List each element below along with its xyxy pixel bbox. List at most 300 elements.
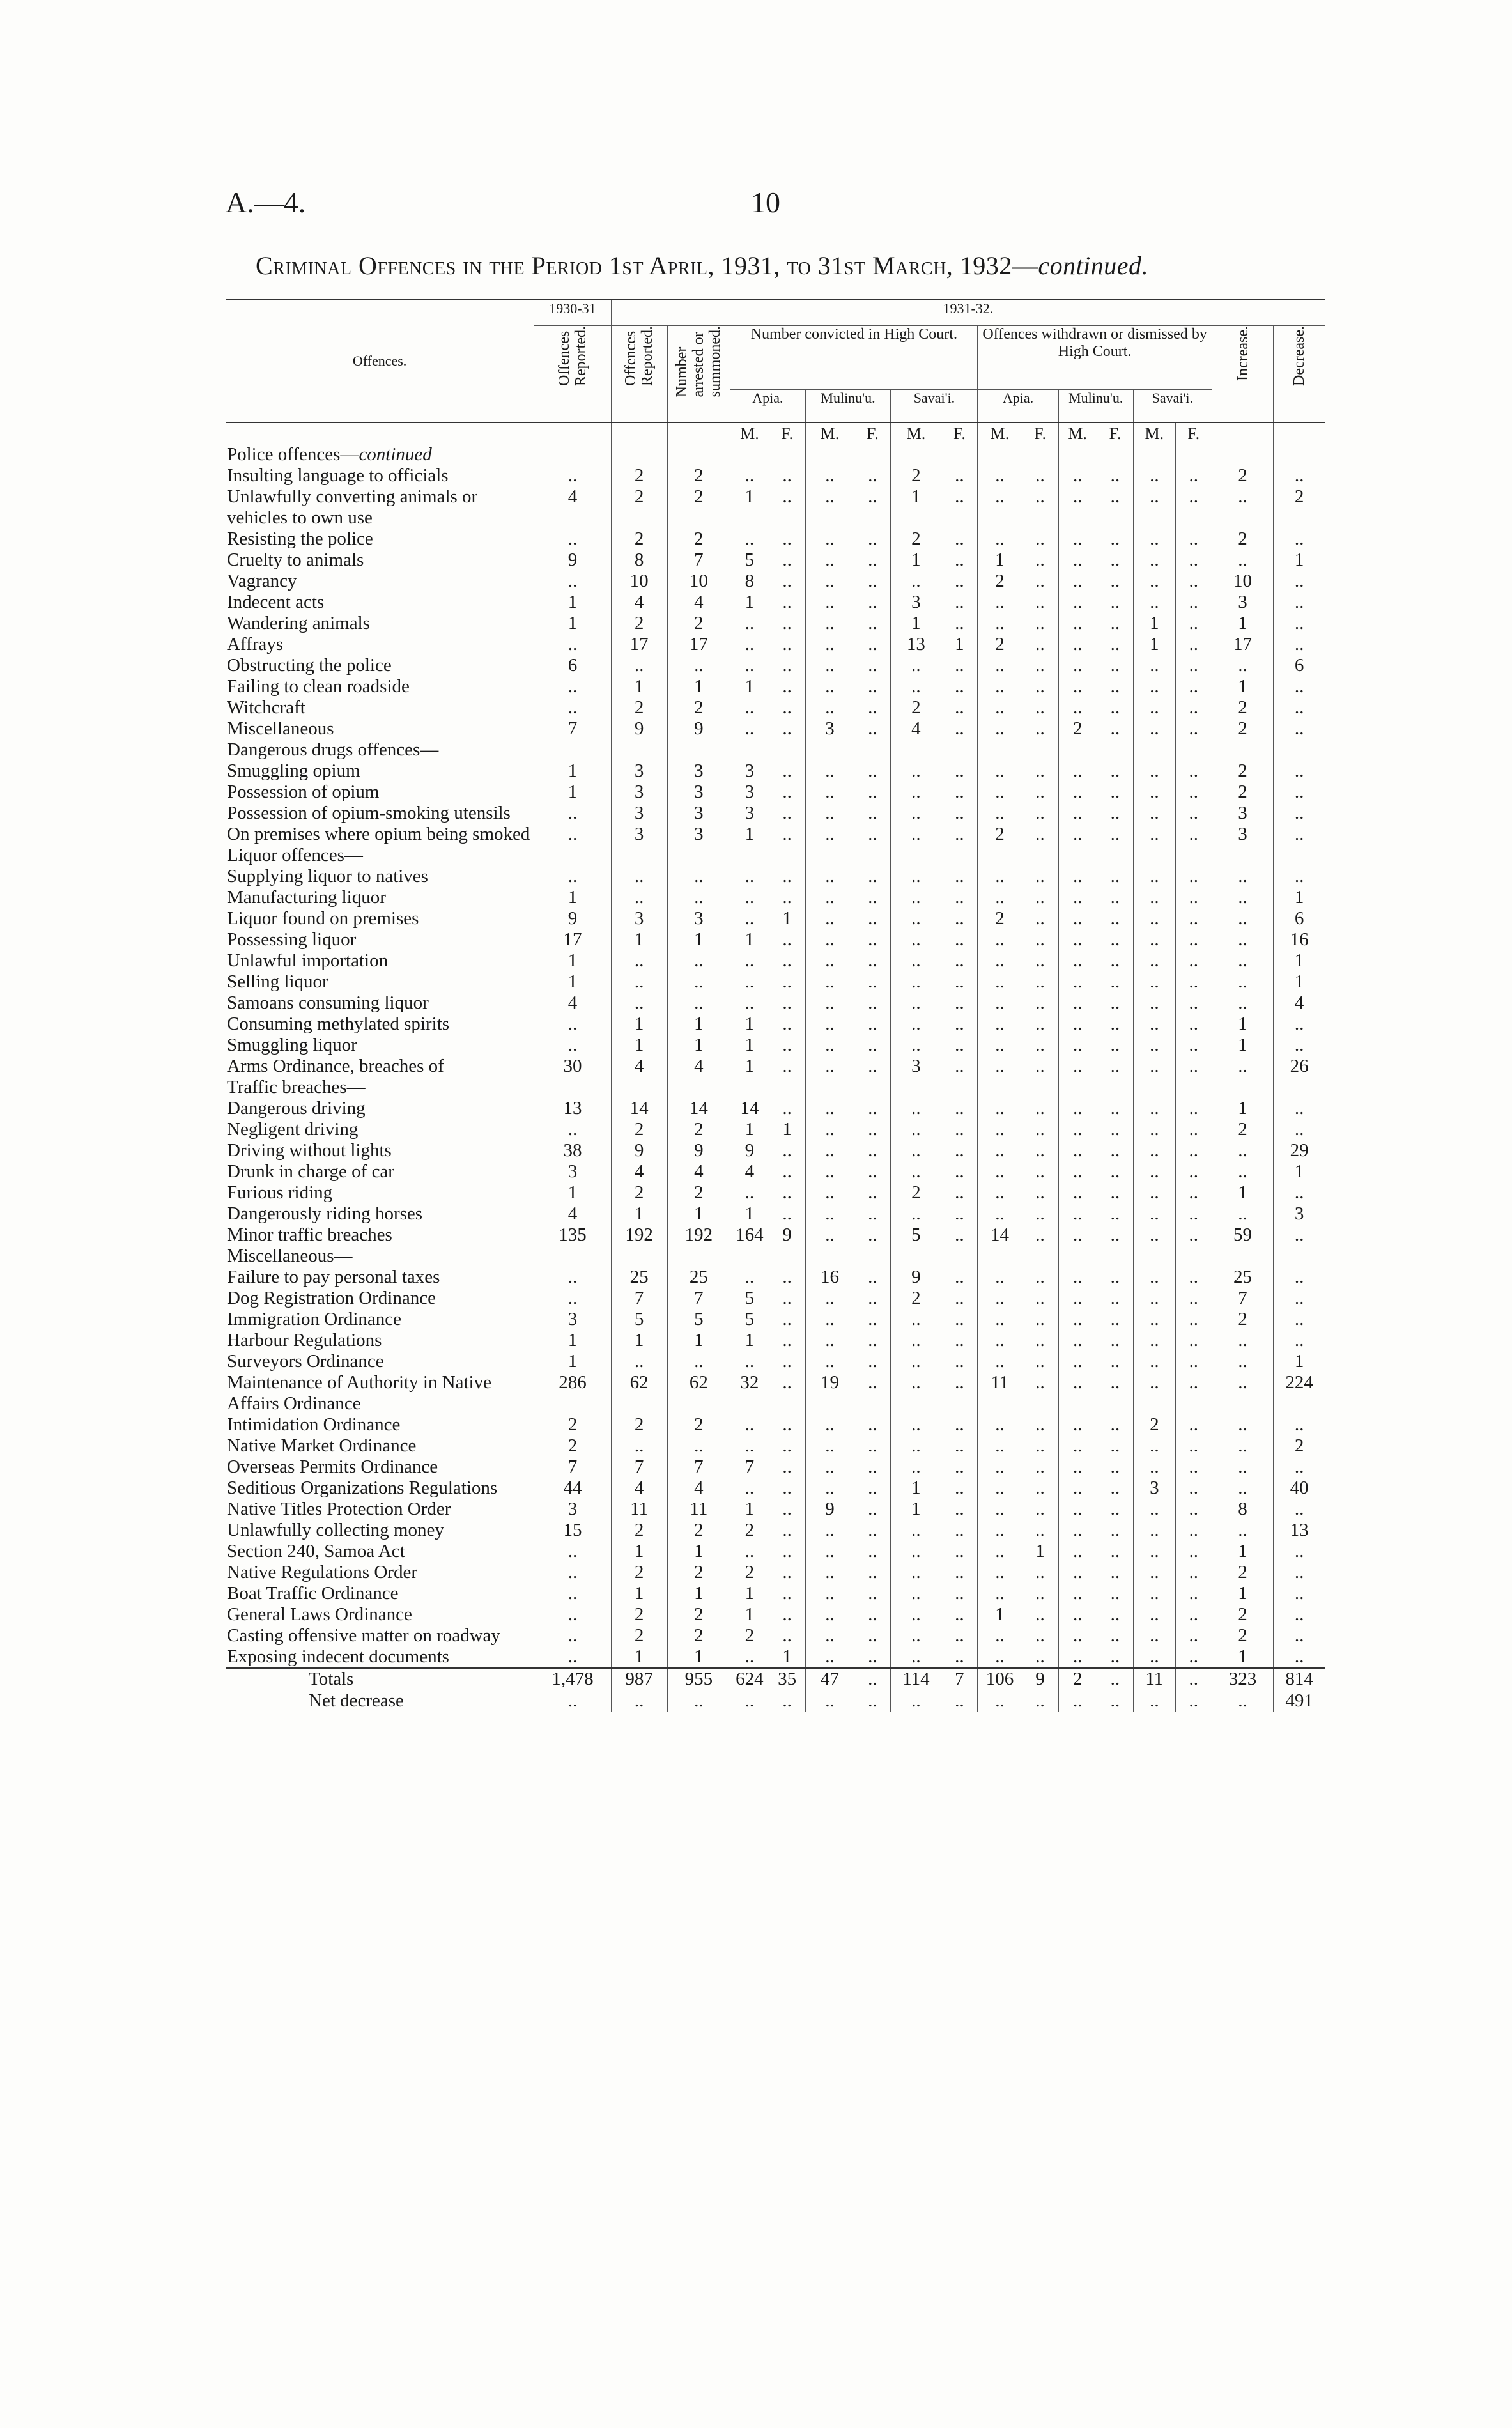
wd-apia-header: Apia. [978,389,1058,422]
value-cell: 2 [611,465,667,486]
value-cell: 1 [730,929,769,950]
value-cell: .. [1058,1161,1097,1182]
value-cell: 1 [534,1351,612,1372]
value-cell: 2 [1133,1414,1175,1435]
value-cell: .. [1097,1583,1133,1604]
value-cell: .. [1058,1604,1097,1625]
value-cell: 5 [730,1309,769,1330]
value-cell: 9 [805,1499,854,1520]
value-cell: 9 [891,1267,941,1288]
value-cell: .. [978,1541,1022,1562]
value-cell: .. [1058,908,1097,929]
net-value-cell: .. [978,1690,1022,1712]
value-cell: .. [805,887,854,908]
totals-value-cell: 323 [1212,1668,1274,1690]
value-cell: .. [978,1140,1022,1161]
value-cell: .. [1097,803,1133,824]
value-cell: .. [1097,908,1133,929]
value-cell [1097,1246,1133,1267]
value-cell: .. [891,1035,941,1056]
table-row [226,529,1325,550]
value-cell [611,444,667,465]
value-cell: 2 [667,697,730,718]
value-cell: .. [534,529,612,550]
value-cell: .. [941,676,978,697]
section-label: Liquor offences— [227,845,363,865]
value-cell: 4 [611,1056,667,1077]
value-cell: .. [769,1478,805,1499]
value-cell: .. [854,1604,891,1625]
value-cell: .. [1097,971,1133,993]
value-cell: .. [1022,1351,1058,1372]
value-cell: .. [1133,1520,1175,1541]
value-cell: .. [1097,529,1133,550]
table-row [226,971,1325,993]
value-cell: .. [1022,1604,1058,1625]
value-cell: 9 [730,1140,769,1161]
net-decrease-row [226,1690,1325,1712]
value-cell: 1 [730,1119,769,1140]
value-cell: .. [1058,971,1097,993]
value-cell: .. [534,571,612,592]
value-cell [667,444,730,465]
value-cell: .. [611,1435,667,1457]
value-cell: .. [1097,1541,1133,1562]
value-cell: 2 [1212,1625,1274,1646]
value-cell: .. [941,1140,978,1161]
table-row [226,1478,1325,1499]
value-cell: 1 [534,887,612,908]
value-cell: .. [805,929,854,950]
value-cell: .. [891,1457,941,1478]
value-cell: 1 [769,908,805,929]
value-cell: .. [1212,1520,1274,1541]
value-cell: .. [1175,1435,1212,1457]
value-cell: .. [854,529,891,550]
value-cell: .. [941,697,978,718]
value-cell: 7 [611,1288,667,1309]
value-cell: .. [1133,803,1175,824]
value-cell: .. [1058,1225,1097,1246]
value-cell: 15 [534,1520,612,1541]
value-cell: .. [854,1330,891,1351]
value-cell: .. [941,887,978,908]
value-cell: .. [891,1098,941,1119]
value-cell: .. [805,761,854,782]
value-cell: 4 [611,592,667,613]
value-cell: .. [1022,971,1058,993]
offence-label: Affrays [227,634,284,654]
table-row [226,1056,1325,1077]
value-cell: 2 [730,1520,769,1541]
value-cell: .. [1022,993,1058,1014]
value-cell: .. [1097,1267,1133,1288]
value-cell: .. [891,1372,941,1414]
value-cell: .. [1212,1435,1274,1457]
value-cell: .. [769,465,805,486]
increase-label: Increase. [1234,325,1251,381]
value-cell: .. [891,571,941,592]
table-row [226,655,1325,676]
value-cell: .. [978,866,1022,887]
value-cell [769,845,805,866]
value-cell: .. [891,655,941,676]
value-cell: .. [1133,1604,1175,1625]
col-reported-1931 [611,325,667,422]
value-cell: 3 [891,1056,941,1077]
value-cell: .. [1133,1267,1175,1288]
value-cell: .. [854,1499,891,1520]
table-row [226,613,1325,634]
value-cell: .. [978,1035,1022,1056]
value-cell: .. [1175,1562,1212,1583]
value-cell: .. [1022,1457,1058,1478]
value-cell: .. [769,1330,805,1351]
value-cell: .. [1097,1604,1133,1625]
table-row [226,1098,1325,1119]
value-cell: .. [1175,761,1212,782]
value-cell [1175,845,1212,866]
table-row [226,1225,1325,1246]
value-cell [667,739,730,761]
value-cell: 2 [1212,761,1274,782]
value-cell: .. [1097,550,1133,571]
value-cell: .. [1212,486,1274,529]
value-cell: .. [1058,1520,1097,1541]
value-cell [769,1246,805,1267]
value-cell: .. [1175,1330,1212,1351]
value-cell: 25 [667,1267,730,1288]
value-cell: .. [1097,697,1133,718]
value-cell: 26 [1274,1056,1325,1077]
table-row [226,1330,1325,1351]
value-cell [534,1246,612,1267]
value-cell: .. [978,613,1022,634]
value-cell: .. [805,1330,854,1351]
value-cell [534,739,612,761]
value-cell: .. [667,866,730,887]
value-cell [854,1246,891,1267]
value-cell: 2 [611,697,667,718]
value-cell: .. [1133,950,1175,971]
value-cell: .. [1175,1225,1212,1246]
value-cell: 11 [611,1499,667,1520]
f-subheader: F. [854,422,891,444]
table-row [226,908,1325,929]
value-cell: 135 [534,1225,612,1246]
value-cell: 2 [667,465,730,486]
value-cell: .. [891,1583,941,1604]
value-cell: .. [1097,761,1133,782]
offence-label: Samoans consuming liquor [227,993,429,1013]
value-cell: .. [891,929,941,950]
value-cell: .. [1022,655,1058,676]
value-cell: .. [1274,803,1325,824]
value-cell: .. [1097,1478,1133,1499]
value-cell: .. [941,908,978,929]
offence-label: Harbour Regulations [227,1330,382,1350]
value-cell: .. [1097,1288,1133,1309]
offence-label: Unlawfully converting animals or vehicles to own use [227,486,478,528]
value-cell: .. [1274,1098,1325,1119]
value-cell: .. [769,782,805,803]
value-cell: .. [1097,1098,1133,1119]
conv-mulinuu-header: Mulinu'u. [805,389,891,422]
value-cell: 1 [611,1330,667,1351]
value-cell [941,1246,978,1267]
value-cell [667,845,730,866]
value-cell: 38 [534,1140,612,1161]
value-cell: .. [941,1583,978,1604]
value-cell: 1 [1274,1351,1325,1372]
value-cell: .. [854,993,891,1014]
value-cell: .. [769,529,805,550]
value-cell: .. [769,697,805,718]
value-cell: .. [891,1625,941,1646]
value-cell: .. [769,718,805,739]
net-value-cell: 491 [1274,1690,1325,1712]
value-cell: .. [941,1414,978,1435]
value-cell: .. [534,1562,612,1583]
value-cell: .. [941,993,978,1014]
value-cell: 44 [534,1478,612,1499]
value-cell: 4 [891,718,941,739]
value-cell: .. [534,1541,612,1562]
value-cell: 1 [534,592,612,613]
value-cell: .. [1274,571,1325,592]
value-cell: .. [611,993,667,1014]
value-cell: .. [1133,655,1175,676]
value-cell: .. [534,634,612,655]
value-cell: .. [1175,1499,1212,1520]
value-cell: .. [891,887,941,908]
value-cell: .. [1133,1435,1175,1457]
value-cell: .. [941,782,978,803]
value-cell: 4 [534,486,612,529]
net-value-cell: .. [1022,1690,1058,1712]
value-cell [1175,444,1212,465]
value-cell: .. [854,486,891,529]
value-cell: .. [854,1414,891,1435]
value-cell: .. [769,1625,805,1646]
value-cell: 14 [730,1098,769,1119]
table-row [226,571,1325,592]
value-cell: .. [891,1435,941,1457]
value-cell: .. [805,950,854,971]
value-cell: .. [1133,486,1175,529]
offence-label: Dog Registration Ordinance [227,1288,436,1308]
value-cell: .. [1175,1267,1212,1288]
value-cell: 2 [1058,718,1097,739]
offence-label: Arms Ordinance, breaches of [227,1056,444,1076]
value-cell: .. [1022,1478,1058,1499]
offence-label: Unlawful importation [227,950,389,971]
value-cell: .. [769,1035,805,1056]
value-cell: 10 [1212,571,1274,592]
value-cell: 1 [730,824,769,845]
value-cell: 1 [534,971,612,993]
value-cell: .. [667,887,730,908]
table-row [226,950,1325,971]
value-cell: .. [978,929,1022,950]
value-cell: .. [1058,655,1097,676]
value-cell: .. [1097,1161,1133,1182]
value-cell: .. [1274,529,1325,550]
value-cell [667,1077,730,1098]
offence-label: Surveyors Ordinance [227,1351,384,1372]
value-cell: .. [667,1435,730,1457]
table-row [226,761,1325,782]
value-cell: .. [1058,1435,1097,1457]
value-cell: 1 [1274,950,1325,971]
value-cell: .. [1133,1035,1175,1056]
value-cell: .. [1022,1267,1058,1288]
value-cell: .. [769,1562,805,1583]
value-cell: 4 [534,993,612,1014]
value-cell: .. [1097,676,1133,697]
value-cell: 3 [1212,824,1274,845]
value-cell: 1 [730,486,769,529]
value-cell: 7 [667,1288,730,1309]
value-cell: .. [805,676,854,697]
value-cell: .. [1133,824,1175,845]
col-reported-1930 [534,325,612,422]
value-cell: 13 [891,634,941,655]
table-row [226,550,1325,571]
table-row [226,1288,1325,1309]
value-cell: .. [1022,529,1058,550]
value-cell: .. [667,971,730,993]
value-cell: .. [891,1562,941,1583]
value-cell: 3 [805,718,854,739]
value-cell: .. [534,1646,612,1668]
value-cell: .. [1175,1604,1212,1625]
value-cell: .. [1058,1098,1097,1119]
value-cell: .. [1022,1309,1058,1330]
value-cell: .. [769,550,805,571]
value-cell: .. [854,1161,891,1182]
conv-savaii-header: Savai'i. [891,389,978,422]
value-cell: .. [534,1625,612,1646]
offences-table [226,299,1325,1712]
offence-label: Minor traffic breaches [227,1225,392,1245]
value-cell: .. [854,1288,891,1309]
value-cell [854,444,891,465]
value-cell [978,1246,1022,1267]
value-cell: 62 [611,1372,667,1414]
page-number: 10 [751,186,780,219]
value-cell: 1 [1212,1583,1274,1604]
value-cell: .. [769,993,805,1014]
value-cell: .. [891,1414,941,1435]
value-cell: .. [1058,1541,1097,1562]
value-cell: .. [1274,718,1325,739]
value-cell: .. [1175,1161,1212,1182]
value-cell: .. [854,971,891,993]
value-cell: .. [1175,1646,1212,1668]
value-cell: .. [805,1562,854,1583]
table-row [226,1267,1325,1288]
value-cell: .. [1097,1225,1133,1246]
value-cell: .. [1175,887,1212,908]
value-cell: 2 [1212,718,1274,739]
table-title [256,251,1278,281]
value-cell: .. [1212,655,1274,676]
value-cell: 2 [611,529,667,550]
value-cell: 2 [611,1119,667,1140]
value-cell: .. [854,676,891,697]
value-cell: 10 [611,571,667,592]
value-cell: .. [769,1457,805,1478]
value-cell: 1 [667,1014,730,1035]
value-cell: .. [1022,782,1058,803]
totals-label: Totals [226,1668,534,1690]
table-row [226,1351,1325,1372]
value-cell: .. [1175,908,1212,929]
value-cell: .. [978,1056,1022,1077]
value-cell: .. [854,697,891,718]
value-cell: .. [1133,993,1175,1014]
value-cell: .. [941,1035,978,1056]
value-cell [1133,1077,1175,1098]
value-cell [891,444,941,465]
section-label [226,444,534,465]
value-cell: 3 [730,761,769,782]
value-cell [611,1246,667,1267]
value-cell: 2 [667,1414,730,1435]
value-cell: .. [1133,1562,1175,1583]
value-cell: .. [854,761,891,782]
offence-label: Possession of opium [227,782,380,802]
value-cell: 1 [611,1014,667,1035]
value-cell: .. [1022,824,1058,845]
value-cell: .. [1022,550,1058,571]
value-cell: .. [1097,1646,1133,1668]
offence-label: Drunk in charge of car [227,1161,394,1182]
offence-label: Witchcraft [227,697,305,718]
mf-subheader-row [226,422,1325,444]
value-cell: .. [978,592,1022,613]
value-cell: .. [769,676,805,697]
value-cell: .. [1175,1478,1212,1499]
reported-1931-label: Offences Reported. [622,325,656,386]
value-cell: .. [891,1140,941,1161]
value-cell: 4 [667,1478,730,1499]
value-cell: 1 [534,1330,612,1351]
table-row [226,824,1325,845]
value-cell: .. [978,971,1022,993]
value-cell: .. [769,887,805,908]
offence-label: Insulting language to officials [227,465,449,486]
section-label-italic: continued [359,444,432,465]
table-row [226,1035,1325,1056]
value-cell: .. [534,1035,612,1056]
table-row [226,866,1325,887]
value-cell: .. [891,1014,941,1035]
value-cell: .. [1175,1541,1212,1562]
value-cell [805,444,854,465]
value-cell: 2 [1212,782,1274,803]
value-cell: .. [1133,929,1175,950]
value-cell: .. [1274,634,1325,655]
value-cell: 3 [611,824,667,845]
value-cell: .. [854,1056,891,1077]
offence-label: Immigration Ordinance [227,1309,401,1329]
value-cell: 10 [667,571,730,592]
value-cell: .. [891,782,941,803]
value-cell: 1 [978,1604,1022,1625]
value-cell: .. [1274,782,1325,803]
